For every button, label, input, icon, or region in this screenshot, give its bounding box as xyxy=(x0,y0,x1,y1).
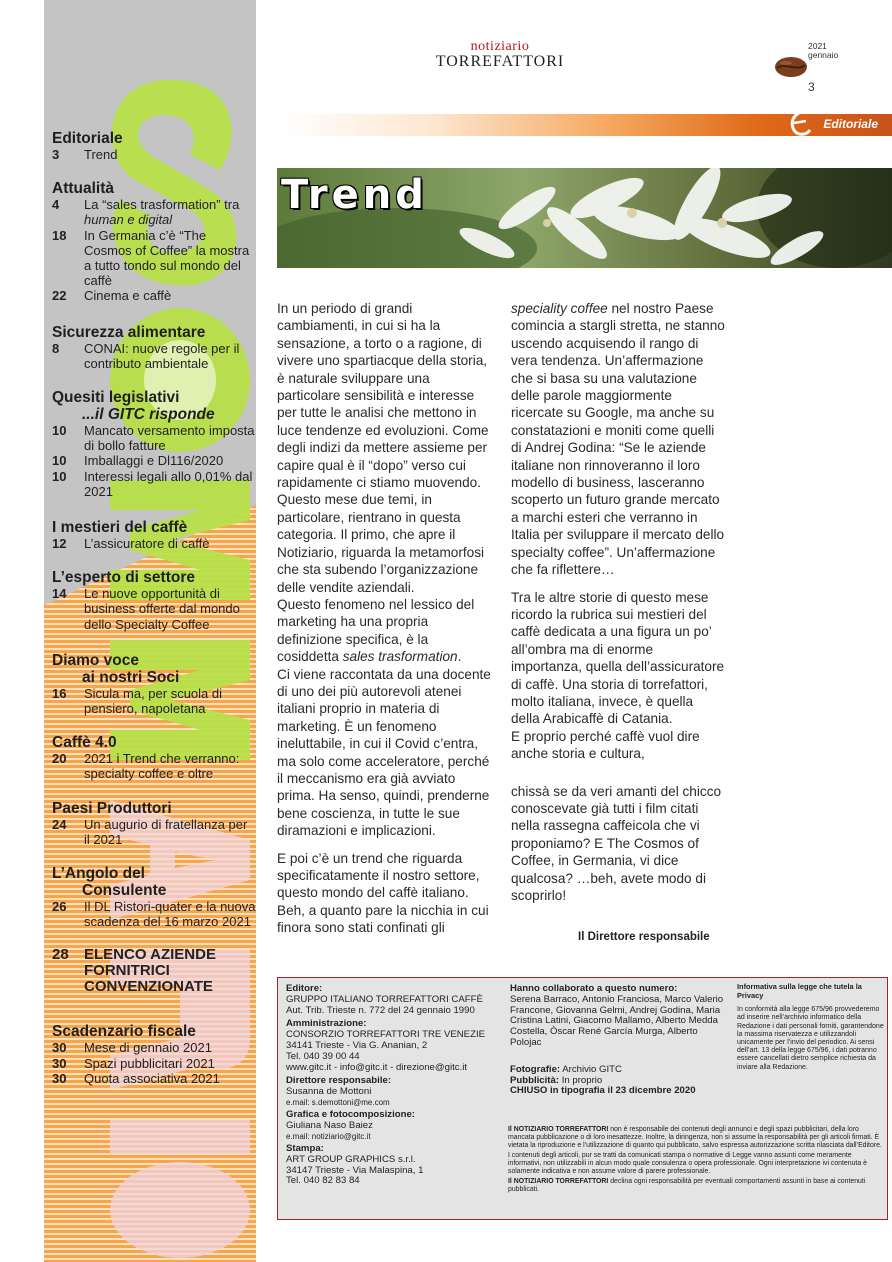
toc-item-text xyxy=(84,341,256,371)
toc-item[interactable] xyxy=(52,536,256,551)
foto-value: Archivio GITC xyxy=(562,1063,622,1075)
toc-item[interactable] xyxy=(52,197,256,227)
toc-item[interactable] xyxy=(52,423,256,453)
dir-email: e.mail: s.demottoni@me.com xyxy=(286,1097,390,1107)
paragraph: Tra le altre storie di questo mese ricordo la rubrica sui mestieri del caffè dedicata a una figura un po’ all’ombra ma di enorme importanza, quella dell’assicuratore di caffè. Una storia di torrefattori, molto italiana, invece, è quella della Arabicaffè di Catania. xyxy=(511,589,725,727)
toc-item-label: In Germania c’è “The Cosmos of Coffee” la mostra a tutto tondo sul mondo del caffè xyxy=(84,227,250,289)
toc-item-text xyxy=(84,197,256,227)
toc-item-text xyxy=(84,228,256,289)
toc-section-title: Paesi Produttori xyxy=(52,799,172,817)
graf-heading: Grafica e fotocomposizione: xyxy=(286,1109,416,1121)
paragraph: E poi c’è un trend che riguarda specificatamente il nostro settore, questo mondo del caffè italiano. Beh, a quanto pare la nicchia in cui finora sono stati confinati gli xyxy=(277,850,489,936)
toc-item-label: Il DL Ristori-quater e la nuova scadenza del 16 marzo 2021 xyxy=(84,899,256,930)
toc-item-label: La “sales trasformation” tra xyxy=(84,197,240,213)
toc-section-subtitle: ...il GITC risponde xyxy=(82,406,215,424)
toc-section xyxy=(52,734,256,781)
emphasis-text: speciality coffee xyxy=(511,301,608,316)
article-column-1 xyxy=(277,300,491,947)
toc-item-label: Spazi pubblicitari 2021 xyxy=(84,1055,215,1071)
paragraph: E proprio perché caffè vuol dire anche storia e cultura, xyxy=(511,728,700,762)
toc-item-text xyxy=(84,1056,256,1071)
e-swirl-logo-icon xyxy=(788,108,814,138)
legal-1-text: non è responsabile dei contenuti degli annunci e degli spazi pubblicitari, della loro mancata pubblicazione o di loro inesattezze. Inoltre, la diringenza, non si assume la responsabilità per gli articoli firmati. È vietata la riproduzione e l’utilizzazione di quanto qui pubblicato, salvo espressa autorizzazione scritta rilasciata dall’Editore. xyxy=(508,1126,882,1149)
toc-page-number: 3 xyxy=(52,147,60,162)
toc-section-title: Caffè 4.0 xyxy=(52,734,117,752)
toc-item-label: CONAI: nuove regole per il contributo ambientale xyxy=(84,340,240,371)
toc-page-number: 18 xyxy=(52,227,67,243)
toc-item-text xyxy=(84,288,256,303)
toc-item[interactable] xyxy=(52,228,256,289)
toc-item-label: 2021 i Trend che verranno: specialty coffee e oltre xyxy=(84,751,240,782)
legal-3-text: declina ogni responsabilità per eventuali comportamenti assunti in base ai contenuti pubblicati. xyxy=(508,1178,866,1193)
article-column-2 xyxy=(511,300,725,914)
toc-section-title: Diamo voce xyxy=(52,651,140,669)
toc-item-text xyxy=(84,453,256,468)
section-label: Editoriale xyxy=(823,117,878,131)
toc-item-text xyxy=(84,586,256,632)
signature: Il Direttore responsabile xyxy=(578,931,710,943)
toc-section-title: L’esperto di settore xyxy=(52,569,195,587)
article-title: Trend xyxy=(281,172,428,218)
legal-1-bold: Il NOTIZIARIO TORREFATTORI xyxy=(508,1126,609,1133)
toc-item[interactable] xyxy=(52,751,256,781)
toc-item[interactable] xyxy=(52,341,256,371)
toc-item-label: Interessi legali allo 0,01% dal 2021 xyxy=(84,468,253,499)
toc-section-subtitle: Consulente xyxy=(82,882,167,900)
toc-item[interactable] xyxy=(52,1056,256,1071)
toc-item-label: Mese di gennaio 2021 xyxy=(84,1040,212,1056)
issue-date xyxy=(808,42,838,60)
toc-page-number: 24 xyxy=(52,816,67,832)
toc-section xyxy=(52,652,256,716)
amm-heading: Amministrazione: xyxy=(286,1018,367,1030)
toc-section-title: Attualità xyxy=(52,180,114,198)
paragraph: chissà se da veri amanti del chicco conoscevate già tutti i film citati nella rassegna caffeicola che vi proponiamo? E The Cosmos of Coffee, in Germania, vi dice qualcosa? …beh, avete modo di scoprirlo! xyxy=(511,783,722,903)
coffee-bean-icon xyxy=(774,55,808,79)
toc-item[interactable] xyxy=(52,686,256,716)
issue-month: gennaio xyxy=(808,50,839,60)
toc-page-number: 8 xyxy=(52,340,60,356)
toc-item-label: Trend xyxy=(84,147,118,162)
toc-item[interactable] xyxy=(52,147,256,162)
toc-item[interactable] xyxy=(52,469,256,499)
emphasis-text: sales trasformation xyxy=(342,649,458,665)
toc-item[interactable] xyxy=(52,817,256,847)
toc-section xyxy=(52,519,256,551)
toc-section xyxy=(52,324,256,371)
privacy-heading: Informativa sulla legge che tutela la Privacy xyxy=(737,982,862,1000)
toc-item[interactable] xyxy=(52,453,256,468)
toc-page-number: 20 xyxy=(52,751,67,767)
foto-heading: Fotografie: xyxy=(510,1063,561,1075)
toc-item-text xyxy=(84,817,256,847)
toc-item-label: Cinema e caffè xyxy=(84,288,172,304)
toc-item[interactable] xyxy=(52,586,256,632)
pub-heading: Pubblicità: xyxy=(510,1074,560,1086)
toc-section-title: Sicurezza alimentare xyxy=(52,323,206,341)
toc-page-number: 10 xyxy=(52,468,67,484)
masthead-notiziario: notiziario xyxy=(470,39,530,54)
toc-item-text xyxy=(84,469,256,499)
toc-item-text xyxy=(84,686,256,716)
toc-item-text xyxy=(84,536,256,551)
masthead-torrefattori: TORREFATTORI xyxy=(435,53,565,70)
section-bar xyxy=(282,114,892,136)
colophon-left xyxy=(286,984,506,1187)
graf-email: e.mail: notiziario@gitc.it xyxy=(286,1131,371,1141)
toc-section-title: I mestieri del caffè xyxy=(52,519,188,537)
toc-item-text xyxy=(84,1071,256,1086)
dir-name: Susanna de Mottoni xyxy=(286,1086,372,1098)
chiuso-line: CHIUSO in tipografia il 23 dicembre 2020 xyxy=(510,1085,696,1097)
toc-page-number: 10 xyxy=(52,423,67,439)
toc-item-emphasis: human e digital xyxy=(84,212,173,228)
toc-item-label: Sicula ma, per scuola di pensiero, napoletana xyxy=(84,685,223,717)
toc-item-label: Mancato versamento imposta di bollo fatture xyxy=(84,423,255,454)
toc-section-title: Scadenzario fiscale xyxy=(52,1023,196,1041)
paragraph xyxy=(511,300,725,579)
toc-section xyxy=(52,947,256,995)
colophon-middle xyxy=(510,984,724,1097)
table-of-contents xyxy=(52,112,256,1086)
privacy-text: In conformità alla legge 675/96 provvederemo ad inserire nell’archivio informatico della Redazione i dati personali forniti, garantendone la massima riservatezza e utilizzandoli unicamente per l’invio del periodico. Ai sensi dell’art. 13 della legge 675/96, i dati potranno essere cancellati dietro semplice richiesta da inviare alla Redazione. xyxy=(737,1006,884,1071)
paragraph-text: nel nostro Paese comincia a stargli stretta, ne stanno uscendo acquisendo il rango di vera tendenza. Un’affermazione che si basa su una valutazione delle parole maggiormente ricercate su Google, ma anche su constatazioni e moniti come quelli di Andrej Godina: “Se le aziende italiane non rinnoveranno il loro modello di business, lasceranno scoperto un futuro grande mercato a marchi esteri che verranno in Italia per sviluppare il mercato dello specialty coffee”. Un’affermazione che fa riflettere… xyxy=(511,301,725,578)
amm-name: CONSORZIO TORREFATTORI TRE VENEZIE xyxy=(286,1029,486,1041)
toc-section xyxy=(52,865,256,929)
stampa-heading: Stampa: xyxy=(286,1142,324,1154)
pub-value: In proprio xyxy=(561,1074,603,1086)
legal-3-bold: Il NOTIZIARIO TORREFATTORI xyxy=(508,1178,609,1185)
colophon-box xyxy=(277,977,888,1220)
toc-item-label: Imballaggi e Dl116/2020 xyxy=(84,453,224,469)
toc-section-title: Quesiti legislativi xyxy=(52,389,180,407)
masthead xyxy=(420,40,580,70)
editore-name: GRUPPO ITALIANO TORREFATTORI CAFFÈ xyxy=(286,993,483,1005)
issue-year: 2021 xyxy=(808,41,827,51)
toc-item-label: L’assicuratore di caffè xyxy=(84,536,210,552)
toc-item-text xyxy=(84,147,256,162)
toc-item-label: ELENCO AZIENDE FORNITRICI CONVENZIONATE xyxy=(84,946,216,996)
toc-section-title: L’Angolo del xyxy=(52,865,145,883)
toc-item-label: Quota associativa 2021 xyxy=(84,1070,220,1086)
toc-page-number: 30 xyxy=(52,1040,67,1056)
collab-heading: Hanno collaborato a questo numero: xyxy=(510,983,678,994)
stampa-tel: Tel. 040 82 83 84 xyxy=(286,1175,360,1187)
toc-page-number: 4 xyxy=(52,197,60,213)
toc-item-label: Le nuove opportunità di business offerte dal mondo dello Specialty Coffee xyxy=(84,586,240,632)
amm-tel: Tel. 040 39 00 44 xyxy=(286,1050,360,1062)
toc-page-number: 22 xyxy=(52,288,67,304)
toc-item[interactable] xyxy=(52,947,256,995)
toc-section xyxy=(52,800,256,847)
paragraph-text: Questo fenomeno nel lessico del marketing ha una propria definizione specifica, è la cosiddetta xyxy=(277,596,475,665)
toc-section xyxy=(52,1023,256,1086)
toc-section xyxy=(52,569,256,632)
toc-item-label: Un augurio di fratellanza per il 2021 xyxy=(84,816,248,847)
toc-page-number: 12 xyxy=(52,536,67,552)
hero-image xyxy=(277,168,892,268)
legal-2-text: I contenuti degli articoli, pur se tratti da comunicati stampa o normative di Legge vanno assunti come meramente informativi, non utilizzabili in alcun modo quale consulenza o opera professionale. Ogni interpretazione ivi contenuta è solamente indicativa e non assume valore di parere professionale. xyxy=(508,1152,867,1175)
toc-section xyxy=(52,389,256,499)
toc-page-number: 14 xyxy=(52,586,67,602)
editore-aut: Aut. Trib. Trieste n. 772 del 24 gennaio 1990 xyxy=(286,1004,475,1016)
amm-address: 34141 Trieste - Via G. Ananian, 2 xyxy=(286,1039,428,1051)
collab-list: Serena Barraco, Antonio Franciosa, Marco Valerio Francone, Giovanna Gelmi, Andrej Godina, Maria Cristina Latini, Giacomo Mallamo, Alberto Medda Costella, Òscar René García Murga, Alberto Polojac xyxy=(510,993,724,1048)
stampa-address: 34147 Trieste - Via Malaspina, 1 xyxy=(286,1164,424,1176)
toc-page-number: 30 xyxy=(52,1070,67,1086)
editore-heading: Editore: xyxy=(286,983,323,994)
toc-page-number: 16 xyxy=(52,685,67,701)
toc-item[interactable] xyxy=(52,288,256,303)
toc-item-text xyxy=(84,899,256,929)
paragraph: In un periodo di grandi cambiamenti, in cui si ha la sensazione, a torto o a ragione, di vivere uno spartiacque della storia, è naturale sviluppare una particolare sensibilità e interesse per tutte le analisi che mettono in luce tendenze ed evoluzioni. Come degli indizi da mettere assieme per capire qual è il “dopo” verso cui rapidamente ci stiamo muovendo. Questo mese due temi, in particolare, rientrano in questa categoria. Il primo, che apre il Notiziario, riguarda la metamorfosi che sta subendo l’organizzazione delle vendite aziendali. xyxy=(277,301,489,595)
stampa-name: ART GROUP GRAPHICS s.r.l. xyxy=(286,1153,416,1165)
toc-item[interactable] xyxy=(52,1040,256,1055)
colophon-legal xyxy=(508,1126,882,1196)
toc-item[interactable] xyxy=(52,899,256,929)
sidebar-sommario xyxy=(0,0,256,1262)
dir-heading: Direttore responsabile: xyxy=(286,1075,392,1087)
toc-item[interactable] xyxy=(52,1071,256,1086)
page-number: 3 xyxy=(808,80,815,94)
amm-web: www.gitc.it - info@gitc.it - direzione@gitc.it xyxy=(286,1061,468,1073)
toc-item-text xyxy=(84,1040,256,1055)
toc-page-number: 26 xyxy=(52,899,67,915)
toc-section xyxy=(52,130,256,162)
toc-section xyxy=(52,180,256,303)
paragraph: Questo fenomeno nel lessico del marketing ha una propria definizione specifica, è la cosiddetta sales trasformation. xyxy=(277,596,475,665)
toc-page-number: 30 xyxy=(52,1055,67,1071)
graf-name: Giuliana Naso Baiez xyxy=(286,1119,373,1131)
toc-item-text xyxy=(84,751,256,781)
toc-page-number: 28 xyxy=(52,946,69,964)
paragraph: Ci viene raccontata da una docente di uno dei più autorevoli atenei italiani proprio in materia di marketing. È un fenomeno ineluttabile, in cui il Covid c’entra, ma solo come acceleratore, perché il meccanismo era già avviato prima. Ha senso, quindi, prenderne bene coscienza, in tutte le sue diramazioni e implicazioni. xyxy=(277,666,491,839)
toc-section-title: Editoriale xyxy=(52,130,123,147)
toc-page-number: 10 xyxy=(52,453,67,469)
toc-section-subtitle: ai nostri Soci xyxy=(82,668,180,686)
colophon-privacy xyxy=(737,983,885,1072)
toc-item-text xyxy=(84,947,256,995)
toc-item-text xyxy=(84,423,256,453)
